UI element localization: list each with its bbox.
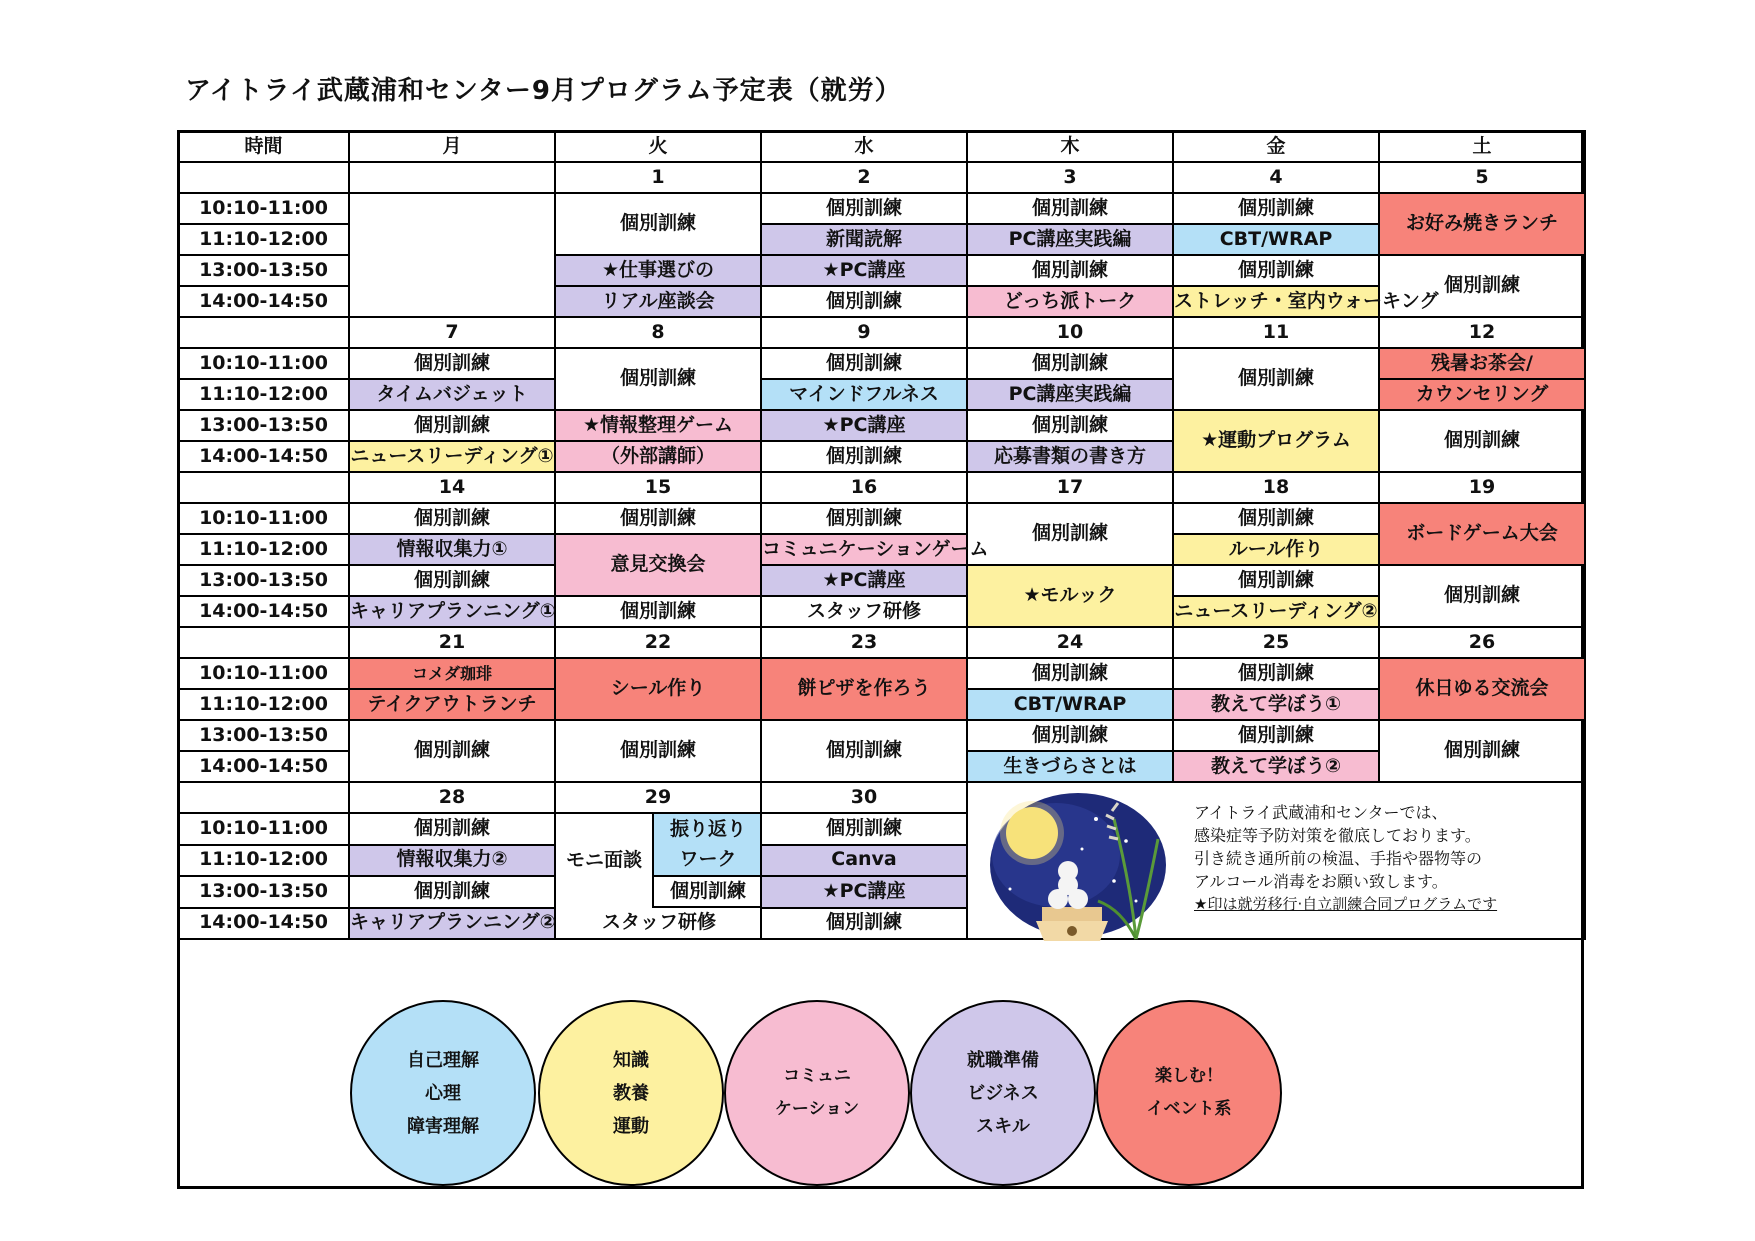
program-cell: 個別訓練	[555, 720, 761, 782]
slot-row	[178, 596, 1585, 627]
slot-row	[178, 348, 1585, 379]
program-cell: 個別訓練	[967, 348, 1173, 379]
program-cell: CBT/WRAP	[967, 689, 1173, 720]
date-cell: 15	[555, 472, 761, 503]
time-cell: 13:00-13:50	[178, 565, 349, 596]
time-cell: 13:00-13:50	[178, 876, 349, 908]
program-cell: 応募書類の書き方	[967, 441, 1173, 472]
program-cell: 個別訓練	[1173, 565, 1379, 596]
time-cell: 14:00-14:50	[178, 286, 349, 317]
header-row	[178, 131, 1585, 162]
program-cell: 個別訓練	[967, 255, 1173, 286]
date-cell: 19	[1379, 472, 1585, 503]
date-cell: 17	[967, 472, 1173, 503]
date-cell: 24	[967, 627, 1173, 658]
program-cell: ★情報整理ゲーム	[555, 410, 761, 441]
time-cell: 11:10-12:00	[178, 379, 349, 410]
time-cell: 14:00-14:50	[178, 596, 349, 627]
program-cell: ★PC講座	[761, 410, 967, 441]
time-cell: 11:10-12:00	[178, 689, 349, 720]
header-tue: 火	[555, 131, 761, 162]
program-cell: ニュースリーディング②	[1173, 596, 1379, 627]
header-thu: 木	[967, 131, 1173, 162]
program-cell: 個別訓練	[1173, 193, 1379, 224]
slot-row	[178, 193, 1585, 224]
date-cell: 25	[1173, 627, 1379, 658]
program-cell: 個別訓練	[653, 876, 762, 907]
time-cell: 13:00-13:50	[178, 720, 349, 751]
time-cell: 13:00-13:50	[178, 410, 349, 441]
page-title: アイトライ武蔵浦和センター9月プログラム予定表（就労）	[185, 76, 902, 106]
tue-split-cell	[555, 813, 761, 939]
program-cell: ワーク	[653, 845, 762, 876]
program-cell: ★モルック	[967, 565, 1173, 627]
legend-events: 楽しむ！ イベント系	[1096, 1000, 1282, 1186]
program-cell: ★仕事選びの	[555, 255, 761, 286]
program-cell: 個別訓練	[555, 503, 761, 534]
program-cell: 個別訓練	[349, 565, 555, 596]
date-cell: 30	[761, 782, 967, 813]
date-cell	[349, 162, 555, 193]
slot-row	[178, 658, 1585, 689]
program-cell: 個別訓練	[1173, 720, 1379, 751]
program-cell: Canva	[761, 845, 967, 877]
date-row	[178, 472, 1585, 503]
moon-viewing-dango-illustration	[986, 789, 1166, 945]
program-cell: PC講座実践編	[967, 379, 1173, 410]
program-cell: 個別訓練	[349, 410, 555, 441]
program-cell: 個別訓練	[967, 720, 1173, 751]
notice-box	[967, 782, 1585, 939]
program-cell: リアル座談会	[555, 286, 761, 317]
time-cell: 14:00-14:50	[178, 441, 349, 472]
legend-job-prep: 就職準備 ビジネス スキル	[910, 1000, 1096, 1186]
program-cell: 教えて学ぼう①	[1173, 689, 1379, 720]
program-cell: 個別訓練	[1173, 503, 1379, 534]
notice-line: 引き続き通所前の検温、手指や器物等の	[1194, 849, 1483, 868]
program-cell: どっち派トーク	[967, 286, 1173, 317]
slot-row	[178, 534, 1585, 565]
date-cell: 10	[967, 317, 1173, 348]
notice-line: アイトライ武蔵浦和センターでは、	[1194, 803, 1448, 822]
program-cell: 個別訓練	[349, 720, 555, 782]
program-cell: ルール作り	[1173, 534, 1379, 565]
date-cell: 4	[1173, 162, 1379, 193]
program-cell: 個別訓練	[555, 348, 761, 410]
schedule-table	[177, 130, 1586, 940]
header-fri: 金	[1173, 131, 1379, 162]
program-cell: ストレッチ・室内ウォーキング	[1173, 286, 1379, 317]
slot-row	[178, 410, 1585, 441]
time-cell: 10:10-11:00	[178, 813, 349, 845]
time-cell: 10:10-11:00	[178, 503, 349, 534]
date-cell: 2	[761, 162, 967, 193]
program-cell: 個別訓練	[761, 193, 967, 224]
program-cell: 残暑お茶会/	[1379, 348, 1585, 379]
program-cell: 新聞読解	[761, 224, 967, 255]
notice-text	[1194, 801, 1497, 916]
slot-row	[178, 720, 1585, 751]
notice-line: アルコール消毒をお願い致します。	[1194, 872, 1448, 891]
time-cell: 11:10-12:00	[178, 845, 349, 877]
program-cell: マインドフルネス	[761, 379, 967, 410]
time-cell: 11:10-12:00	[178, 534, 349, 565]
date-cell: 23	[761, 627, 967, 658]
program-cell: コミュニケーションゲーム	[761, 534, 967, 565]
legend-communication: コミュニ ケーション	[724, 1000, 910, 1186]
program-cell: シール作り	[555, 658, 761, 720]
program-cell: PC講座実践編	[967, 224, 1173, 255]
header-sat: 土	[1379, 131, 1585, 162]
program-cell: 個別訓練	[761, 286, 967, 317]
program-cell: タイムバジェット	[349, 379, 555, 410]
program-cell: 振り返り	[653, 814, 762, 845]
date-row	[178, 162, 1585, 193]
date-cell: 7	[349, 317, 555, 348]
program-cell: 個別訓練	[555, 596, 761, 627]
header-mon: 月	[349, 131, 555, 162]
date-cell: 29	[555, 782, 761, 813]
program-cell: （外部講師）	[555, 441, 761, 472]
date-cell: 22	[555, 627, 761, 658]
program-cell: キャリアプランニング①	[349, 596, 555, 627]
program-cell: 個別訓練	[761, 908, 967, 940]
program-cell: 個別訓練	[761, 720, 967, 782]
notice-footnote: ★印は就労移行·自立訓練合同プログラムです	[1194, 895, 1498, 913]
program-cell: ★運動プログラム	[1173, 410, 1379, 472]
program-cell: 個別訓練	[1379, 720, 1585, 782]
notice-line: 感染症等予防対策を徹底しております。	[1194, 826, 1481, 845]
time-cell: 10:10-11:00	[178, 193, 349, 224]
date-cell: 11	[1173, 317, 1379, 348]
program-cell: 餅ピザを作ろう	[761, 658, 967, 720]
program-cell: 個別訓練	[349, 348, 555, 379]
program-cell: 個別訓練	[1173, 255, 1379, 286]
program-cell: ★PC講座	[761, 565, 967, 596]
header-time: 時間	[178, 131, 349, 162]
program-cell: コメダ珈琲	[349, 658, 555, 689]
program-cell: ★PC講座	[761, 255, 967, 286]
program-cell: 個別訓練	[1173, 658, 1379, 689]
date-cell: 14	[349, 472, 555, 503]
date-cell: 26	[1379, 627, 1585, 658]
program-cell: 個別訓練	[1379, 565, 1585, 627]
program-cell: お好み焼きランチ	[1379, 193, 1585, 255]
date-cell: 5	[1379, 162, 1585, 193]
program-cell: 教えて学ぼう②	[1173, 751, 1379, 782]
program-cell: 個別訓練	[349, 813, 555, 845]
program-cell: 個別訓練	[1173, 348, 1379, 410]
program-cell: ★PC講座	[761, 876, 967, 908]
header-wed: 水	[761, 131, 967, 162]
program-cell: ボードゲーム大会	[1379, 503, 1585, 565]
time-cell: 13:00-13:50	[178, 255, 349, 286]
date-cell: 8	[555, 317, 761, 348]
time-cell: 14:00-14:50	[178, 908, 349, 940]
program-cell: 個別訓練	[967, 658, 1173, 689]
date-cell: 21	[349, 627, 555, 658]
program-cell: 個別訓練	[761, 813, 967, 845]
program-cell: 意見交換会	[555, 534, 761, 596]
date-cell: 9	[761, 317, 967, 348]
program-cell: CBT/WRAP	[1173, 224, 1379, 255]
legend-knowledge: 知識 教養 運動	[538, 1000, 724, 1186]
program-cell: 個別訓練	[555, 193, 761, 255]
time-cell: 10:10-11:00	[178, 348, 349, 379]
program-cell: 生きづらさとは	[967, 751, 1173, 782]
date-cell: 18	[1173, 472, 1379, 503]
time-cell: 14:00-14:50	[178, 751, 349, 782]
empty-cell	[349, 193, 555, 317]
date-cell: 3	[967, 162, 1173, 193]
slot-row	[178, 503, 1585, 534]
program-cell: 個別訓練	[761, 348, 967, 379]
slot-row	[178, 565, 1585, 596]
program-cell: 個別訓練	[349, 503, 555, 534]
date-row	[178, 627, 1585, 658]
date-row	[178, 782, 1585, 813]
program-cell: 個別訓練	[967, 193, 1173, 224]
program-cell: キャリアプランニング②	[349, 908, 555, 940]
program-cell: 個別訓練	[967, 503, 1173, 565]
program-cell: 個別訓練	[761, 503, 967, 534]
date-cell: 12	[1379, 317, 1585, 348]
date-cell: 1	[555, 162, 761, 193]
program-cell: スタッフ研修	[761, 596, 967, 627]
date-row	[178, 317, 1585, 348]
tue-split-table	[556, 814, 762, 938]
program-cell: テイクアウトランチ	[349, 689, 555, 720]
program-cell: 情報収集力①	[349, 534, 555, 565]
program-cell: 個別訓練	[1379, 410, 1585, 472]
legend-self-understanding: 自己理解 心理 障害理解	[350, 1000, 536, 1186]
program-cell: カウンセリング	[1379, 379, 1585, 410]
program-cell: 個別訓練	[761, 441, 967, 472]
program-cell: 個別訓練	[349, 876, 555, 908]
program-cell: 個別訓練	[1379, 255, 1585, 317]
date-cell: 28	[349, 782, 555, 813]
program-cell: 情報収集力②	[349, 845, 555, 877]
program-cell: 休日ゆる交流会	[1379, 658, 1585, 720]
time-cell: 11:10-12:00	[178, 224, 349, 255]
program-cell: ニュースリーディング①	[349, 441, 555, 472]
time-cell: 10:10-11:00	[178, 658, 349, 689]
program-cell: モニ面談	[556, 814, 653, 907]
program-cell: スタッフ研修	[601, 911, 716, 934]
date-cell: 16	[761, 472, 967, 503]
program-cell: 個別訓練	[967, 410, 1173, 441]
